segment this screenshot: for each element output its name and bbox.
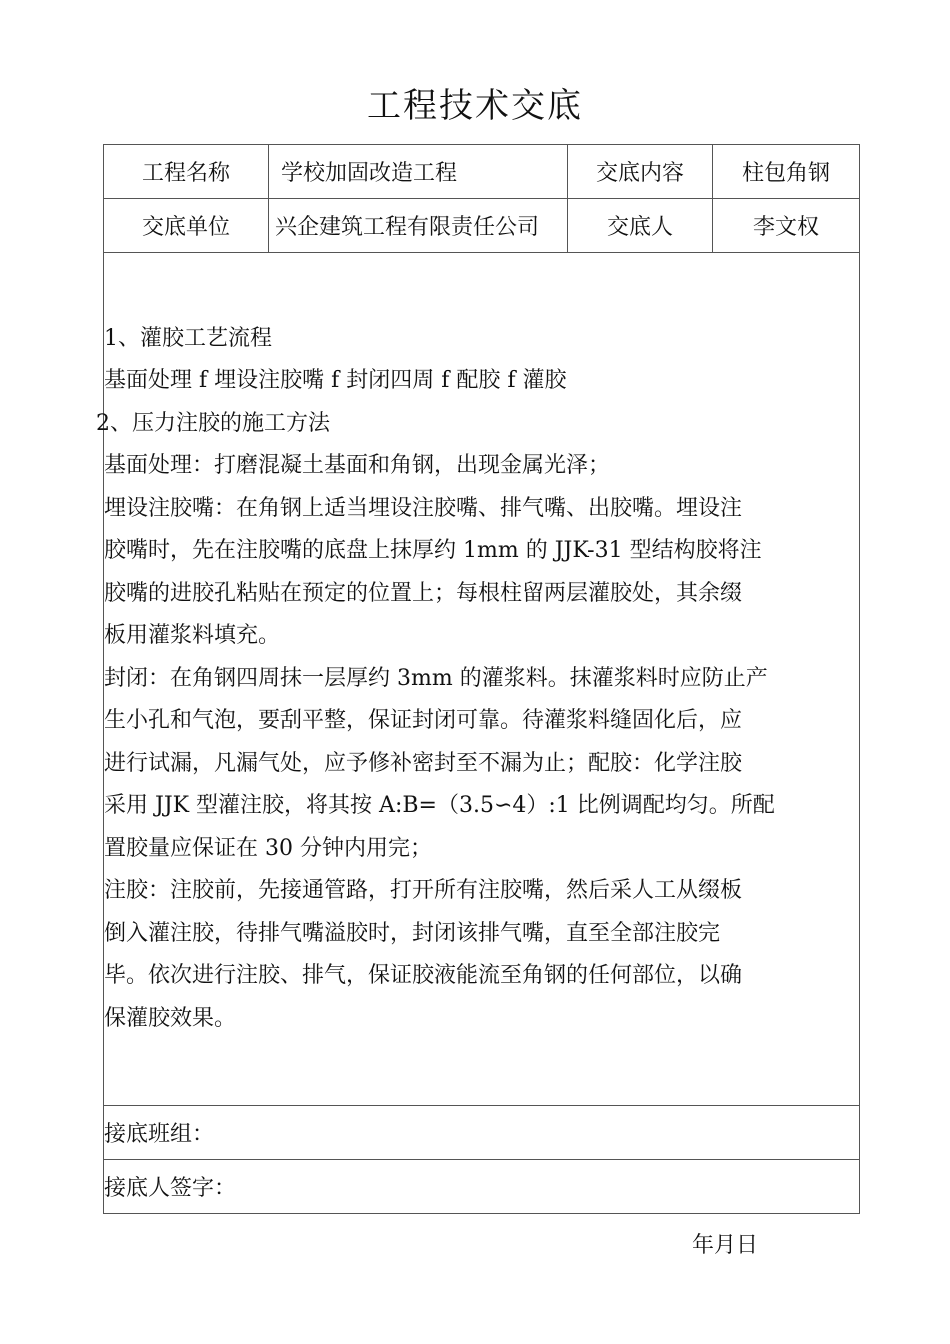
content-line: 封闭：在角钢四周抹一层厚约 3mm 的灌浆料。抹灌浆料时应防止产 [104,665,768,691]
project-name-value: 学校加固改造工程 [269,145,568,199]
content-line: 基面处理 f 埋设注胶嘴 f 封闭四周 f 配胶 f 灌胶 [104,368,567,394]
content-line: 毕。依次进行注胶、排气，保证胶液能流至角钢的任何部位，以确 [104,963,743,989]
person-label: 交底人 [568,199,713,253]
header-row-1 [104,145,860,199]
disclosure-form-table [96,144,860,1214]
unit-value: 兴企建筑工程有限责任公司 [269,199,568,253]
content-line: 埋设注胶嘴：在角钢上适当埋设注胶嘴、排气嘴、出胶嘴。埋设注 [104,495,743,521]
header-row-2 [104,199,860,253]
content-line: 倒入灌注胶，待排气嘴溢胶时，封闭该排气嘴，直至全部注胶完 [104,920,721,946]
content-row [104,253,860,1106]
content-line: 注胶：注胶前，先接通管路，打开所有注胶嘴，然后采人工从缀板 [104,878,743,904]
date-label: 年月日 [692,1233,759,1258]
content-line: 胶嘴的进胶孔粘贴在预定的位置上；每根柱留两层灌胶处，其余缀 [104,580,743,606]
document-title: 工程技术交底 [367,86,583,126]
content-line: 2、压力注胶的施工方法 [96,410,330,436]
content-value: 柱包角钢 [713,145,860,199]
project-name-label: 工程名称 [104,145,269,199]
content-line: 保灌胶效果。 [104,1005,237,1031]
unit-label: 交底单位 [104,199,269,253]
signature-label: 接底人签字： [104,1160,860,1214]
content-line: 基面处理：打磨混凝土基面和角钢，出现金属光泽； [104,453,611,479]
content-line: 胶嘴时，先在注胶嘴的底盘上抹厚约 1mm 的 JJK-31 型结构胶将注 [104,538,762,564]
content-line: 采用 JJK 型灌注胶，将其按 A:B=（3.5∽4）:1 比例调配均匀。所配 [104,793,775,819]
content-line: 1、灌胶工艺流程 [104,325,272,351]
team-label: 接底班组： [104,1106,860,1160]
content-line: 置胶量应保证在 30 分钟内用完； [104,835,432,861]
person-value: 李文权 [713,199,860,253]
content-line: 生小孔和气泡，要刮平整，保证封闭可靠。待灌浆料缝固化后，应 [104,708,743,734]
team-row [104,1106,860,1160]
content-label: 交底内容 [568,145,713,199]
disclosure-content [96,253,860,1106]
content-line: 板用灌浆料填充。 [104,623,281,649]
signature-row [104,1160,860,1214]
content-line: 进行试漏，凡漏气处，应予修补密封至不漏为止；配胶：化学注胶 [104,750,743,776]
